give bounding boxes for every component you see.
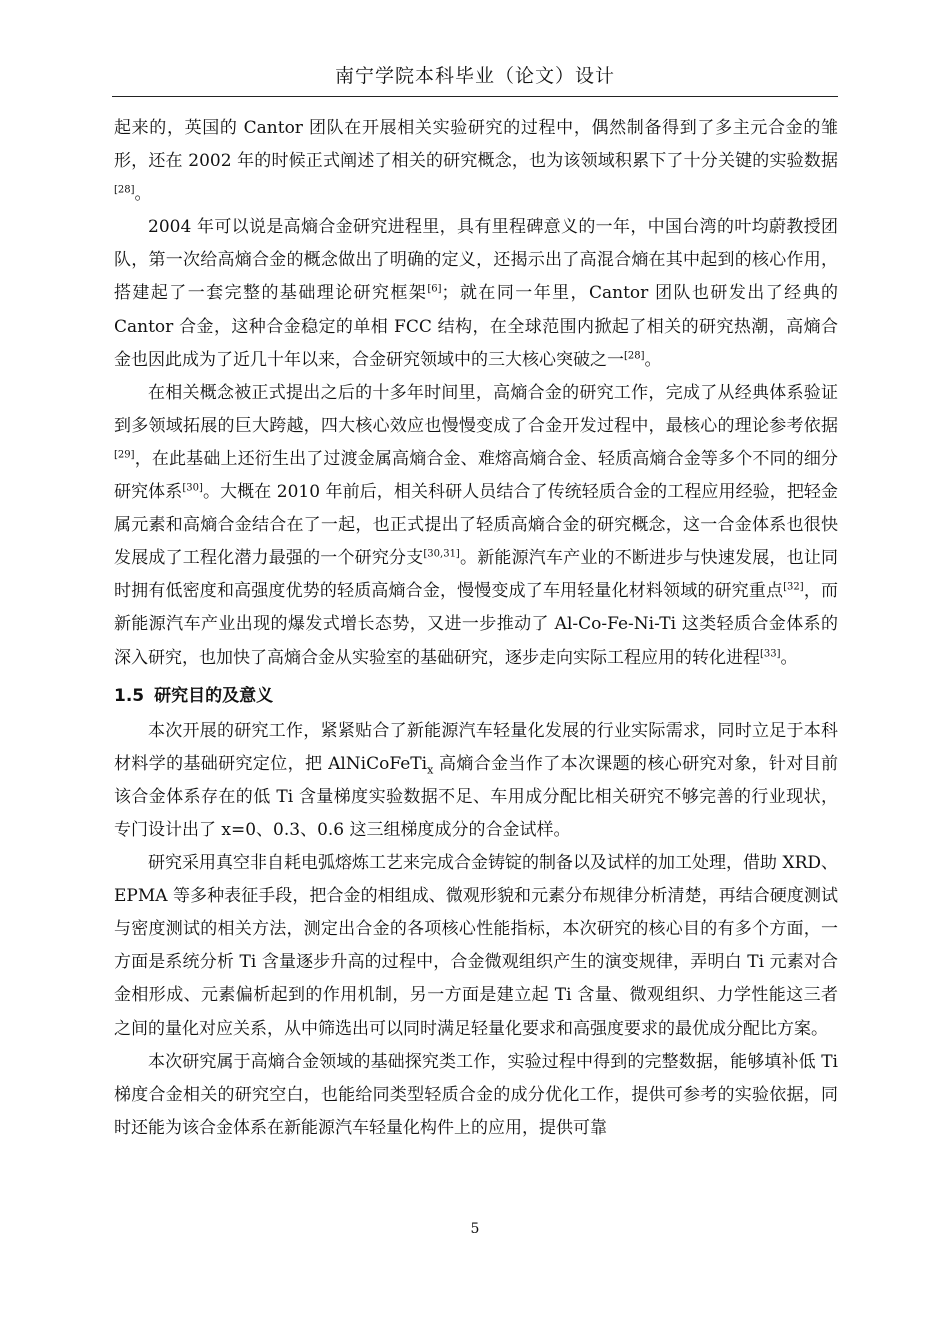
paragraph-text: ，而新能源汽车产业出现的爆发式增长态势，又进一步推动了 Al-Co-Fe-Ni-Ti 这类轻质合金体系的深入研究，也加快了高熵合金从实验室的基础研究，逐步走向实际工程应用的转化进程 [114,581,839,668]
paragraph-text: 2004 年可以说是高熵合金研究进程里，具有里程碑意义的一年，中国台湾的叶均蔚教授团队，第一次给高熵合金的概念做出了明确的定义，还揭示出了高混合熵在其中起到的核心作用，搭建起了一套完整的基础理论研究框架 [114,217,838,304]
citation-ref: [28] [114,184,135,196]
paragraph-text: 。 [134,184,152,205]
paragraph-text: 在相关概念被正式提出之后的十多年时间里，高熵合金的研究工作，完成了从经典体系验证到多领域拓展的巨大跨越，四大核心效应也慢慢变成了合金开发过程中，最核心的理论参考依据 [114,382,838,436]
paragraph-4 [114,715,838,847]
citation-ref: [30] [182,482,203,494]
citation-ref: [29] [114,449,135,461]
citation-ref: [6] [427,283,442,295]
paragraph-text: 。 [780,647,798,668]
paragraph-2 [114,211,838,376]
citation-ref: [32] [783,581,804,593]
section-heading [114,680,838,713]
citation-ref: [33] [760,647,781,659]
paragraph-6 [114,1046,838,1145]
header-divider [112,96,838,97]
paragraph-5 [114,847,838,1046]
paragraph-text: 研究采用真空非自耗电弧熔炼工艺来完成合金铸锭的制备以及试样的加工处理，借助 XRD、EPMA 等多种表征手段，把合金的相组成、微观形貌和元素分布规律分析清楚，再结合硬度测试与密度测试的相关方法，测定出合金的各项核心性能指标，本次研究的核心目的有多个方面，一方面是系统分析 Ti 含量逐步升高的过程中，合金微观组织产生的演变规律，弄明白 Ti 元素对合金相形成、元素偏析起到的作用机制，另一方面是建立起 Ti 含量、微观组织、力学性能这三者之间的量化对应关系，从中筛选出可以同时满足轻量化要求和高强度要求的最优成分配比方案。 [114,853,838,1039]
citation-ref: [30,31] [423,548,460,560]
paragraph-text: 。新能源汽车产业的不断进步与快速发展，也让同时拥有低密度和高强度优势的轻质高熵合金，慢慢变成了车用轻量化材料领域的研究重点 [114,548,839,602]
paragraph-text: ；就在同一年里，Cantor 团队也研发出了经典的 Cantor 合金，这种合金稳定的单相 FCC 结构，在全球范围内掀起了相关的研究热潮，高熵合金也因此成为了近几十年以来，合金研究领域中的三大核心突破之一 [114,283,839,370]
formula-subscript: x [427,763,434,777]
body-text [114,112,838,1145]
running-header: 南宁学院本科毕业（论文）设计 [334,65,615,87]
paragraph-text: 起来的，英国的 Cantor 团队在开展相关实验研究的过程中，偶然制备得到了多主元合金的雏形，还在 2002 年的时候正式阐述了相关的研究概念，也为该领域积累下了十分关键的实验数据 [114,118,838,172]
paragraph-3 [114,377,838,675]
paragraph-1 [114,112,838,211]
paragraph-text: 本次研究属于高熵合金领域的基础探究类工作，实验过程中得到的完整数据，能够填补低 Ti 梯度合金相关的研究空白，也能给同类型轻质合金的成分优化工作，提供可参考的实验依据，同时还能为该合金体系在新能源汽车轻量化构件上的应用，提供可靠 [114,1051,838,1138]
section-title: 研究目的及意义 [154,685,274,706]
paragraph-text: 。 [644,349,662,370]
paragraph-text: 本次开展的研究工作，紧紧贴合了新能源汽车轻量化发展的行业实际需求，同时立足于本科材料学的基础研究定位，把 AlNiCoFeTi [114,720,838,774]
paragraph-text: ，在此基础上还衍生出了过渡金属高熵合金、难熔高熵合金、轻质高熵合金等多个不同的细分研究体系 [114,448,838,503]
citation-ref: [28] [624,350,645,361]
paragraph-text: 高熵合金当作了本次课题的核心研究对象，针对目前该合金体系存在的低 Ti 含量梯度实验数据不足、车用成分配比相关研究不够完善的行业现状，专门设计出了 x=0、0.3、0.6 这三组梯度成分的合金试样。 [114,753,839,840]
page-number: 5 [470,1221,480,1237]
section-number: 1.5 [114,685,145,706]
paragraph-text: 。大概在 2010 年前后，相关科研人员结合了传统轻质合金的工程应用经验，把轻金属元素和高熵合金结合在了一起，也正式提出了轻质高熵合金的研究概念，这一合金体系也很快发展成了工程化潜力最强的一个研究分支 [114,482,838,569]
